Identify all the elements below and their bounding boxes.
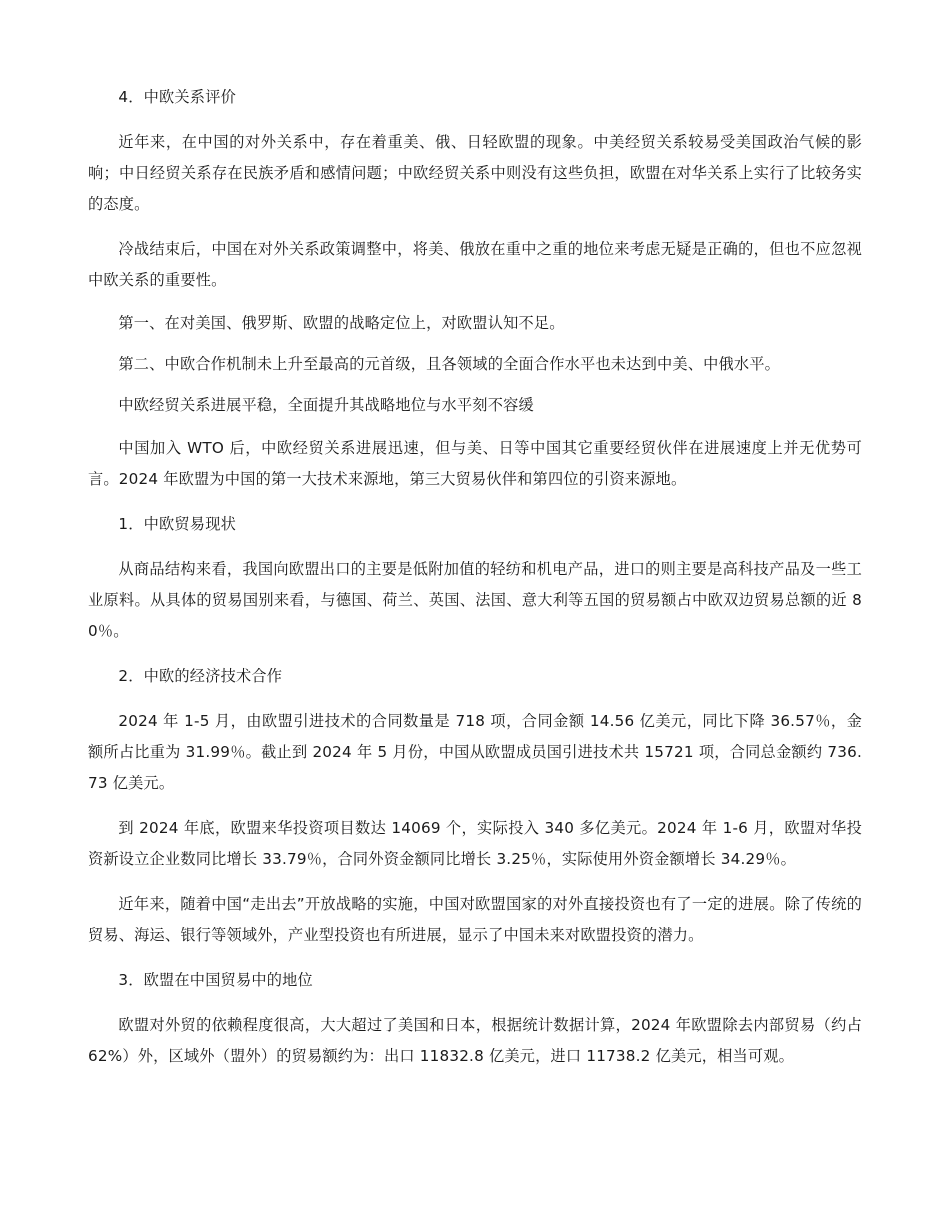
- section-heading-economic-cooperation: 2．中欧的经济技术合作: [118, 667, 283, 685]
- paragraph-technology-import: 2024 年 1-5 月，由欧盟引进技术的合同数量是 718 项，合同金额 14.56 亿美元，同比下降 36.57％，金额所占比重为 31.99％。截止到 2024 年 5 月份，中国从欧盟成员国引进技术共 15721 项，合同总金额约 736.73 亿美元。: [88, 712, 862, 792]
- paragraph-eu-trade-dependence: 欧盟对外贸的依赖程度很高，大大超过了美国和日本，根据统计数据计算，2024 年欧盟除去内部贸易（约占 62%）外，区域外（盟外）的贸易额约为：出口 11832.8 亿美元，进口 11738.2 亿美元，相当可观。: [88, 1016, 862, 1065]
- paragraph-point-second: 第二、中欧合作机制未上升至最高的元首级，且各领域的全面合作水平也未达到中美、中俄水平。: [118, 355, 781, 373]
- paragraph-trade-structure: 从商品结构来看，我国向欧盟出口的主要是低附加值的轻纺和机电产品，进口的则主要是高科技产品及一些工业原料。从具体的贸易国别来看，与德国、荷兰、英国、法国、意大利等五国的贸易额占中欧双边贸易总额的近 80％。: [88, 560, 862, 640]
- section-heading-eu-trade-position: 3．欧盟在中国贸易中的地位: [118, 971, 313, 989]
- section-heading-trade-status: 1．中欧贸易现状: [118, 515, 236, 533]
- paragraph-foreign-relations: 近年来，在中国的对外关系中，存在着重美、俄、日轻欧盟的现象。中美经贸关系较易受美国政治气候的影响；中日经贸关系存在民族矛盾和感情问题；中欧经贸关系中则没有这些负担，欧盟在对华关系上实行了比较务实的态度。: [88, 133, 862, 213]
- paragraph-wto-accession: 中国加入 WTO 后，中欧经贸关系进展迅速，但与美、日等中国其它重要经贸伙伴在进展速度上并无优势可言。2024 年欧盟为中国的第一大技术来源地，第三大贸易伙伴和第四位的引资来源地。: [88, 439, 862, 488]
- section-heading-eu-china-evaluation: 4．中欧关系评价: [118, 88, 236, 106]
- paragraph-going-out-strategy: 近年来，随着中国“走出去”开放战略的实施，中国对欧盟国家的对外直接投资也有了一定的进展。除了传统的贸易、海运、银行等领域外，产业型投资也有所进展，显示了中国未来对欧盟投资的潜力。: [88, 895, 862, 944]
- paragraph-eu-investment: 到 2024 年底，欧盟来华投资项目数达 14069 个，实际投入 340 多亿美元。2024 年 1-6 月，欧盟对华投资新设立企业数同比增长 33.79％，合同外资金额同比增长 3.25％，实际使用外资金额增长 34.29％。: [88, 819, 862, 868]
- paragraph-post-cold-war: 冷战结束后，中国在对外关系政策调整中，将美、俄放在重中之重的地位来考虑无疑是正确的，但也不应忽视中欧关系的重要性。: [88, 240, 862, 289]
- paragraph-subheading-steady-progress: 中欧经贸关系进展平稳，全面提升其战略地位与水平刻不容缓: [118, 396, 534, 414]
- paragraph-point-first: 第一、在对美国、俄罗斯、欧盟的战略定位上，对欧盟认知不足。: [118, 314, 565, 332]
- document-body: [88, 82, 862, 1072]
